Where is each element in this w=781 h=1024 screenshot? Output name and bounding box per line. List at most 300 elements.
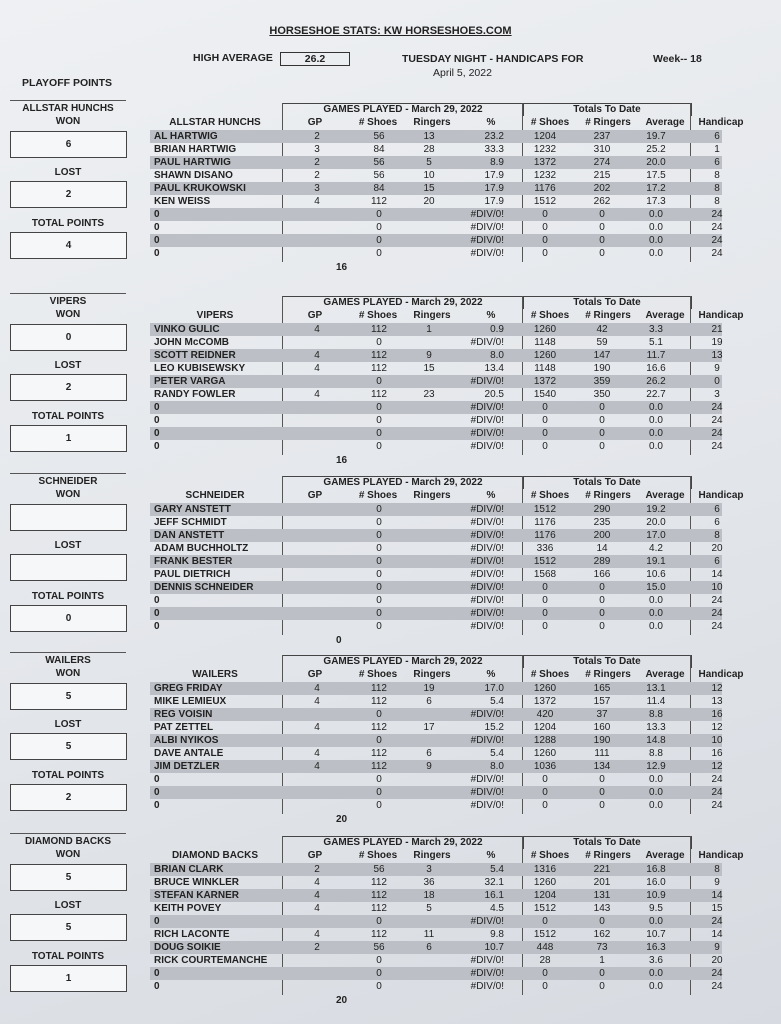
total-ringers-cell: 134 (593, 761, 611, 772)
handicap-cell: 14 (711, 569, 723, 580)
section-divider (10, 833, 126, 834)
average-cell: 19.1 (646, 556, 666, 567)
total-ringers-cell: 0 (599, 222, 605, 233)
ringer-pct-cell: #DIV/0! (470, 916, 504, 927)
games-played-cell: 4 (314, 722, 320, 733)
table-row (150, 915, 738, 928)
handicap-cell: 16 (711, 748, 723, 759)
table-row (150, 375, 738, 388)
won-value (10, 504, 127, 531)
table-row (150, 542, 738, 555)
handicap-cell: 8 (714, 170, 720, 181)
ringers-cell: 11 (423, 929, 435, 940)
column-header-gp: GP (307, 669, 323, 680)
week-number: Week-- 18 (653, 53, 702, 65)
section-divider (10, 473, 126, 474)
table-row (150, 747, 738, 760)
player-name-cell: GARY ANSTETT (154, 504, 231, 515)
ringers-cell: 9 (426, 761, 432, 772)
shoes-cell: 0 (376, 517, 382, 528)
player-name-cell: DAN ANSTETT (154, 530, 225, 541)
handicap-cell: 24 (711, 402, 723, 413)
page-title (0, 25, 781, 37)
handicap-cell: 20 (711, 543, 723, 554)
table-row (150, 695, 738, 708)
table-row (150, 401, 738, 414)
ringers-cell: 23 (423, 389, 435, 400)
ringer-pct-cell: 10.7 (484, 942, 504, 953)
ringer-pct-cell: 9.8 (490, 929, 504, 940)
ringers-cell: 5 (426, 903, 432, 914)
column-header-t-shoes: # Shoes (530, 669, 570, 680)
ringer-pct-cell: #DIV/0! (470, 441, 504, 452)
column-header-handicap: Handicap (698, 117, 744, 128)
average-cell: 19.2 (646, 504, 666, 515)
handicap-cell: 24 (711, 774, 723, 785)
average-cell: 0.0 (649, 774, 663, 785)
player-name-cell: REG VOISIN (154, 709, 213, 720)
table-row (150, 143, 738, 156)
shoes-cell: 56 (373, 942, 385, 953)
total-ringers-cell: 221 (593, 864, 611, 875)
average-cell: 8.8 (649, 748, 663, 759)
player-name-cell: 0 (154, 222, 160, 233)
total-shoes-cell: 1540 (533, 389, 557, 400)
total-shoes-cell: 1260 (533, 350, 557, 361)
total-points-value: 0 (10, 605, 127, 632)
average-cell: 0.0 (649, 608, 663, 619)
total-ringers-cell: 157 (593, 696, 611, 707)
total-points-label: TOTAL POINTS (31, 591, 105, 602)
ringers-cell: 5 (426, 157, 432, 168)
average-cell: 0.0 (649, 981, 663, 992)
handicap-cell: 24 (711, 621, 723, 632)
section-divider (10, 100, 126, 101)
player-name-cell: RANDY FOWLER (154, 389, 236, 400)
total-shoes-cell: 1148 (534, 363, 556, 374)
average-cell: 0.0 (649, 222, 663, 233)
won-value: 5 (10, 864, 127, 891)
average-cell: 16.0 (646, 877, 666, 888)
total-ringers-cell: 235 (593, 517, 611, 528)
subtitle: TUESDAY NIGHT - HANDICAPS FOR (402, 53, 584, 65)
column-header-ringers: Ringers (413, 490, 451, 501)
total-shoes-cell: 1512 (533, 556, 557, 567)
totals-to-date-header: Totals To Date (522, 476, 692, 489)
total-ringers-cell: 215 (593, 170, 611, 181)
total-ringers-cell: 0 (599, 441, 605, 452)
player-name-cell: ADAM BUCHHOLTZ (154, 543, 249, 554)
ringer-pct-cell: 8.9 (490, 157, 504, 168)
ringers-cell: 9 (426, 350, 432, 361)
games-played-cell: 4 (314, 929, 320, 940)
shoes-cell: 56 (373, 131, 385, 142)
total-shoes-cell: 0 (542, 222, 548, 233)
totals-to-date-header: Totals To Date (522, 655, 692, 668)
won-label: WON (55, 849, 81, 860)
games-total: 0 (336, 635, 342, 646)
player-name-cell: JIM DETZLER (154, 761, 220, 772)
shoes-cell: 0 (376, 415, 382, 426)
ringer-pct-cell: 0.9 (490, 324, 504, 335)
games-played-cell: 3 (314, 183, 320, 194)
total-ringers-cell: 73 (596, 942, 608, 953)
total-ringers-cell: 162 (593, 929, 611, 940)
total-shoes-cell: 0 (542, 916, 548, 927)
total-ringers-cell: 1 (599, 955, 605, 966)
ringers-cell: 6 (426, 942, 432, 953)
handicap-cell: 14 (711, 929, 723, 940)
average-cell: 10.6 (646, 569, 666, 580)
ringer-pct-cell: 5.4 (490, 748, 504, 759)
column-header-ringers: Ringers (413, 850, 451, 861)
total-shoes-cell: 1568 (533, 569, 557, 580)
handicap-cell: 24 (711, 428, 723, 439)
player-name-cell: BRIAN HARTWIG (154, 144, 237, 155)
games-played-cell: 2 (314, 864, 320, 875)
games-total: 16 (336, 262, 348, 273)
handicap-cell: 6 (714, 131, 720, 142)
average-cell: 10.7 (646, 929, 666, 940)
handicap-cell: 6 (714, 556, 720, 567)
handicap-cell: 3 (714, 389, 720, 400)
table-row (150, 362, 738, 375)
average-cell: 13.1 (646, 683, 666, 694)
total-ringers-cell: 289 (593, 556, 611, 567)
games-played-header: GAMES PLAYED - March 29, 2022 (282, 296, 524, 309)
handicap-cell: 8 (714, 864, 720, 875)
total-ringers-cell: 202 (593, 183, 611, 194)
table-row (150, 130, 738, 143)
shoes-cell: 0 (376, 800, 382, 811)
ringer-pct-cell: #DIV/0! (470, 209, 504, 220)
handicap-cell: 24 (711, 787, 723, 798)
handicap-cell: 10 (711, 582, 723, 593)
ringer-pct-cell: 33.3 (484, 144, 504, 155)
shoes-cell: 0 (376, 774, 382, 785)
games-played-cell: 4 (314, 761, 320, 772)
shoes-cell: 0 (376, 595, 382, 606)
player-name-cell: 0 (154, 774, 160, 785)
total-shoes-cell: 1316 (533, 864, 557, 875)
handicap-cell: 16 (711, 709, 723, 720)
column-header-handicap: Handicap (698, 669, 744, 680)
shoes-cell: 0 (376, 735, 382, 746)
average-cell: 0.0 (649, 916, 663, 927)
lost-label: LOST (54, 360, 82, 371)
shoes-cell: 0 (376, 981, 382, 992)
average-cell: 14.8 (646, 735, 666, 746)
average-cell: 3.6 (649, 955, 663, 966)
player-name-cell: 0 (154, 235, 160, 246)
games-played-cell: 3 (314, 144, 320, 155)
handicap-cell: 24 (711, 595, 723, 606)
player-name-cell: 0 (154, 608, 160, 619)
games-played-cell: 4 (314, 748, 320, 759)
page-title-text: HORSESHOE STATS: KW HORSESHOES.COM (269, 25, 512, 37)
column-header-shoes: # Shoes (358, 310, 398, 321)
ringer-pct-cell: 17.9 (484, 170, 504, 181)
shoes-cell: 0 (376, 709, 382, 720)
column-header-t-shoes: # Shoes (530, 117, 570, 128)
column-header-pct: % (486, 669, 496, 680)
shoes-cell: 112 (371, 748, 387, 759)
total-shoes-cell: 1372 (533, 157, 557, 168)
average-cell: 17.0 (646, 530, 666, 541)
column-header-t-shoes: # Shoes (530, 310, 570, 321)
average-cell: 0.0 (649, 441, 663, 452)
team-column-header: SCHNEIDER (185, 490, 245, 501)
games-played-cell: 4 (314, 389, 320, 400)
total-shoes-cell: 0 (542, 968, 548, 979)
handicap-cell: 24 (711, 222, 723, 233)
shoes-cell: 56 (373, 170, 385, 181)
table-row (150, 928, 738, 941)
ringers-cell: 15 (423, 363, 435, 374)
column-header-average: Average (645, 490, 685, 501)
table-row (150, 607, 738, 620)
total-ringers-cell: 0 (599, 968, 605, 979)
table-row (150, 902, 738, 915)
player-name-cell: SHAWN DISANO (154, 170, 233, 181)
team-column-header: WAILERS (192, 669, 238, 680)
total-ringers-cell: 0 (599, 415, 605, 426)
ringer-pct-cell: #DIV/0! (470, 800, 504, 811)
total-ringers-cell: 0 (599, 916, 605, 927)
shoes-cell: 112 (371, 929, 387, 940)
high-average-value: 26.2 (280, 52, 350, 66)
ringer-pct-cell: 4.5 (490, 903, 504, 914)
ringer-pct-cell: #DIV/0! (470, 955, 504, 966)
table-row (150, 336, 738, 349)
player-name-cell: 0 (154, 968, 160, 979)
table-row (150, 247, 738, 260)
handicap-cell: 21 (711, 324, 723, 335)
ringers-cell: 19 (423, 683, 435, 694)
total-shoes-cell: 0 (542, 787, 548, 798)
total-shoes-cell: 1036 (533, 761, 557, 772)
player-name-cell: AL HARTWIG (154, 131, 218, 142)
player-name-cell: 0 (154, 441, 160, 452)
ringer-pct-cell: #DIV/0! (470, 709, 504, 720)
total-shoes-cell: 0 (542, 415, 548, 426)
average-cell: 20.0 (646, 157, 666, 168)
handicap-cell: 24 (711, 209, 723, 220)
total-points-label: TOTAL POINTS (31, 411, 105, 422)
table-row (150, 555, 738, 568)
total-ringers-cell: 0 (599, 428, 605, 439)
total-shoes-cell: 1372 (533, 376, 557, 387)
column-header-shoes: # Shoes (358, 117, 398, 128)
total-shoes-cell: 0 (542, 582, 548, 593)
shoes-cell: 112 (371, 363, 387, 374)
total-shoes-cell: 0 (542, 428, 548, 439)
games-played-cell: 4 (314, 903, 320, 914)
team-name-label: SCHNEIDER (38, 476, 98, 487)
column-header-gp: GP (307, 117, 323, 128)
column-header-handicap: Handicap (698, 490, 744, 501)
column-header-average: Average (645, 850, 685, 861)
shoes-cell: 0 (376, 556, 382, 567)
total-ringers-cell: 143 (593, 903, 611, 914)
player-name-cell: BRUCE WINKLER (154, 877, 239, 888)
ringer-pct-cell: 5.4 (490, 864, 504, 875)
won-label: WON (55, 489, 81, 500)
shoes-cell: 112 (371, 696, 387, 707)
total-shoes-cell: 1232 (533, 144, 557, 155)
total-points-value: 1 (10, 425, 127, 452)
table-row (150, 967, 738, 980)
total-shoes-cell: 0 (542, 595, 548, 606)
games-played-cell: 4 (314, 363, 320, 374)
player-name-cell: JEFF SCHMIDT (154, 517, 227, 528)
player-name-cell: DAVE ANTALE (154, 748, 224, 759)
shoes-cell: 112 (371, 877, 387, 888)
handicap-cell: 24 (711, 968, 723, 979)
total-ringers-cell: 37 (596, 709, 608, 720)
lost-label: LOST (54, 900, 82, 911)
handicap-cell: 8 (714, 530, 720, 541)
won-value: 5 (10, 683, 127, 710)
handicap-cell: 9 (714, 942, 720, 953)
player-name-cell: 0 (154, 916, 160, 927)
average-cell: 3.3 (649, 324, 663, 335)
ringers-cell: 17 (423, 722, 435, 733)
games-played-cell: 4 (314, 877, 320, 888)
total-ringers-cell: 111 (594, 748, 610, 759)
ringer-pct-cell: #DIV/0! (470, 569, 504, 580)
ringer-pct-cell: 13.4 (484, 363, 504, 374)
total-shoes-cell: 0 (542, 248, 548, 259)
team-column-header: DIAMOND BACKS (171, 850, 259, 861)
table-row (150, 182, 738, 195)
games-total: 16 (336, 455, 348, 466)
shoes-cell: 56 (373, 157, 385, 168)
average-cell: 0.0 (649, 209, 663, 220)
average-cell: 19.7 (646, 131, 666, 142)
total-ringers-cell: 0 (599, 774, 605, 785)
total-points-value: 4 (10, 232, 127, 259)
column-header-ringers: Ringers (413, 310, 451, 321)
ringers-cell: 15 (423, 183, 435, 194)
table-row (150, 799, 738, 812)
player-name-cell: 0 (154, 621, 160, 632)
shoes-cell: 84 (373, 183, 385, 194)
average-cell: 0.0 (649, 595, 663, 606)
table-row (150, 760, 738, 773)
total-shoes-cell: 1372 (533, 696, 557, 707)
games-played-cell: 2 (314, 170, 320, 181)
total-shoes-cell: 1148 (534, 337, 556, 348)
total-ringers-cell: 59 (596, 337, 608, 348)
table-row (150, 169, 738, 182)
games-played-header: GAMES PLAYED - March 29, 2022 (282, 836, 524, 849)
total-ringers-cell: 0 (599, 595, 605, 606)
player-name-cell: KEN WEISS (154, 196, 211, 207)
player-name-cell: STEFAN KARNER (154, 890, 240, 901)
total-ringers-cell: 350 (593, 389, 611, 400)
average-cell: 22.7 (646, 389, 666, 400)
total-ringers-cell: 0 (599, 402, 605, 413)
ringer-pct-cell: 23.2 (484, 131, 504, 142)
average-cell: 25.2 (646, 144, 666, 155)
total-shoes-cell: 1260 (533, 748, 557, 759)
column-header-average: Average (645, 310, 685, 321)
total-ringers-cell: 160 (593, 722, 611, 733)
player-name-cell: PAUL HARTWIG (154, 157, 231, 168)
total-shoes-cell: 0 (542, 209, 548, 220)
shoes-cell: 0 (376, 621, 382, 632)
table-row (150, 941, 738, 954)
shoes-cell: 0 (376, 248, 382, 259)
shoes-cell: 112 (371, 196, 387, 207)
ringer-pct-cell: #DIV/0! (470, 981, 504, 992)
shoes-cell: 0 (376, 543, 382, 554)
player-name-cell: 0 (154, 787, 160, 798)
report-date: April 5, 2022 (433, 67, 492, 79)
total-points-value: 2 (10, 784, 127, 811)
shoes-cell: 0 (376, 376, 382, 387)
column-header-gp: GP (307, 850, 323, 861)
player-name-cell: 0 (154, 209, 160, 220)
high-average-label: HIGH AVERAGE (193, 52, 273, 64)
total-shoes-cell: 1260 (533, 877, 557, 888)
total-ringers-cell: 131 (593, 890, 611, 901)
shoes-cell: 0 (376, 209, 382, 220)
table-row (150, 221, 738, 234)
section-divider (10, 652, 126, 653)
player-name-cell: FRANK BESTER (154, 556, 233, 567)
player-name-cell: 0 (154, 428, 160, 439)
table-row (150, 773, 738, 786)
total-points-label: TOTAL POINTS (31, 770, 105, 781)
player-name-cell: KEITH POVEY (154, 903, 222, 914)
ringer-pct-cell: #DIV/0! (470, 774, 504, 785)
ringers-cell: 13 (423, 131, 435, 142)
total-ringers-cell: 0 (599, 582, 605, 593)
column-header-ringers: Ringers (413, 669, 451, 680)
column-header-t-ringers: # Ringers (585, 490, 631, 501)
table-row (150, 594, 738, 607)
shoes-cell: 0 (376, 402, 382, 413)
ringer-pct-cell: 17.9 (484, 183, 504, 194)
ringer-pct-cell: #DIV/0! (470, 582, 504, 593)
total-ringers-cell: 14 (596, 543, 608, 554)
average-cell: 5.1 (649, 337, 663, 348)
average-cell: 4.2 (649, 543, 663, 554)
handicap-cell: 8 (714, 196, 720, 207)
average-cell: 0.0 (649, 402, 663, 413)
total-shoes-cell: 1512 (533, 903, 557, 914)
total-ringers-cell: 0 (599, 621, 605, 632)
column-header-gp: GP (307, 310, 323, 321)
handicap-cell: 24 (711, 800, 723, 811)
player-name-cell: JOHN McCOMB (154, 337, 230, 348)
ringer-pct-cell: #DIV/0! (470, 222, 504, 233)
table-row (150, 195, 738, 208)
total-shoes-cell: 0 (542, 981, 548, 992)
games-played-header: GAMES PLAYED - March 29, 2022 (282, 476, 524, 489)
total-shoes-cell: 336 (536, 543, 554, 554)
player-name-cell: DENNIS SCHNEIDER (154, 582, 254, 593)
total-shoes-cell: 1232 (533, 170, 557, 181)
ringers-cell: 18 (423, 890, 435, 901)
table-row (150, 323, 738, 336)
ringer-pct-cell: #DIV/0! (470, 621, 504, 632)
player-name-cell: RICK COURTEMANCHE (154, 955, 268, 966)
team-column-header: VIPERS (196, 310, 234, 321)
table-row (150, 414, 738, 427)
